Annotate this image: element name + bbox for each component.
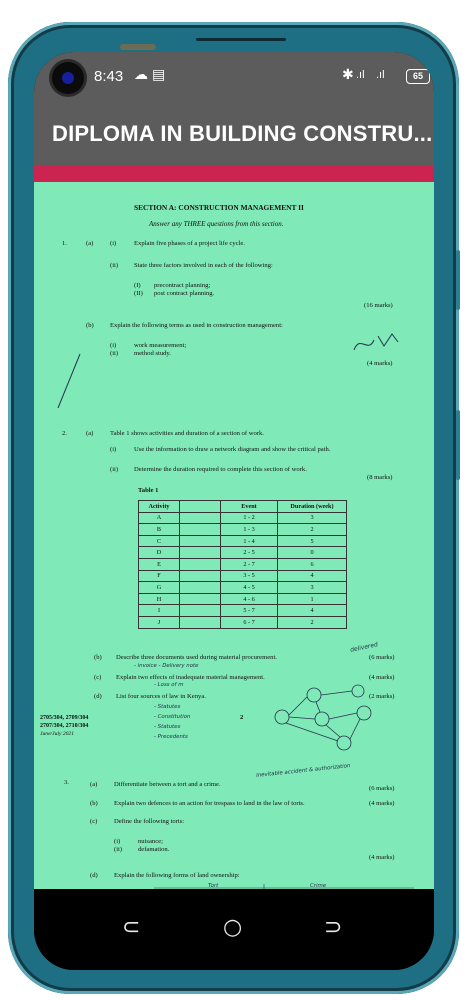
table-cell	[180, 558, 221, 570]
table-row	[139, 558, 347, 570]
home-button[interactable]: ○	[223, 915, 243, 940]
q3-b-marks: (4 marks)	[369, 800, 395, 807]
table-row	[139, 512, 347, 524]
q1-b-label: (b)	[86, 322, 94, 329]
q2-ai-label: (i)	[110, 446, 117, 453]
table-row	[139, 593, 347, 605]
navigation-bar	[34, 889, 434, 970]
q3-a-text: Differentiate between a tort and a crime.	[114, 781, 221, 788]
q3-c-text: Define the following torts:	[114, 818, 185, 825]
phone-screen	[34, 52, 434, 970]
q3-a-label: (a)	[90, 781, 98, 788]
q2-aii-text: Determine the duration required to complete this section of work.	[134, 466, 307, 473]
table-row	[139, 547, 347, 559]
table-cell: 2 - 5	[221, 547, 278, 559]
q1-bi-text: work measurement;	[134, 342, 187, 349]
section-title: SECTION A: CONSTRUCTION MANAGEMENT II	[134, 203, 304, 212]
handwritten-note: - Constitution	[154, 714, 191, 720]
q3-d-label: (d)	[90, 872, 98, 879]
activity-table	[138, 500, 347, 629]
q1-a-marks: (16 marks)	[364, 302, 393, 309]
table-cell: F	[139, 570, 180, 582]
paper-codes: 2707/304, 2710/304	[40, 723, 89, 729]
back-button[interactable]: ⊃	[324, 915, 343, 940]
calendar-icon: ▤	[152, 66, 166, 82]
table-cell: 2	[278, 616, 347, 628]
handwritten-note: Tort	[208, 883, 219, 889]
table-cell: 3	[278, 582, 347, 594]
sensor	[120, 44, 156, 50]
battery-icon: 65	[406, 69, 430, 84]
handwritten-note: - invoice - Delivery note	[134, 663, 199, 669]
q1-II-text: post contract planning.	[154, 290, 215, 297]
q2-d-text: List four sources of law in Kenya.	[116, 693, 206, 700]
app-title: DIPLOMA IN BUILDING CONSTRU...	[52, 121, 433, 146]
q2-number: 2.	[62, 430, 67, 437]
status-bar	[34, 52, 434, 104]
q3-c-marks: (4 marks)	[369, 854, 395, 861]
q1-a-label: (a)	[86, 240, 94, 247]
q3-number: 3.	[64, 779, 69, 786]
table-cell: H	[139, 593, 180, 605]
handwritten-note: - Precedents	[154, 734, 188, 740]
exam-date: June/July 2021	[40, 731, 75, 737]
handwritten-note: delivered	[349, 641, 379, 654]
table-cell: G	[139, 582, 180, 594]
q1-bii-label: (ii)	[110, 350, 119, 357]
table-cell: 4 - 5	[221, 582, 278, 594]
page-number: 2	[240, 714, 244, 721]
q3-b-label: (b)	[90, 800, 98, 807]
table-cell: 6	[278, 558, 347, 570]
table-cell: 5	[278, 535, 347, 547]
table-cell: 1 - 3	[221, 524, 278, 536]
status-time: 8:43	[94, 68, 124, 85]
table-cell	[180, 593, 221, 605]
q2-a-text: Table 1 shows activities and duration of a section of work.	[110, 430, 264, 437]
table-cell: 2	[278, 524, 347, 536]
q3-b-text: Explain two defences to an action for trespass to land in the law of torts.	[114, 800, 305, 807]
handwritten-table-lines	[34, 874, 434, 889]
q2-c-text: Explain two effects of inadequate material management.	[116, 674, 265, 681]
table-cell: B	[139, 524, 180, 536]
q1-ai-label: (i)	[110, 240, 117, 247]
q2-a-label: (a)	[86, 430, 94, 437]
q3-d-text: Explain the following forms of land ownership:	[114, 872, 240, 879]
q1-number: 1.	[62, 240, 67, 247]
power-button	[456, 410, 460, 480]
handwritten-note: - Statutes	[154, 704, 181, 710]
table-row	[139, 616, 347, 628]
cloud-icon: ☁	[134, 66, 148, 82]
table-cell	[180, 570, 221, 582]
table-cell	[180, 524, 221, 536]
recent-apps-button[interactable]: ⊂	[122, 915, 141, 940]
volume-button	[456, 250, 460, 310]
table-header: Activity	[139, 501, 180, 513]
table-cell: 4	[278, 605, 347, 617]
handwritten-note: - Loss of m	[154, 682, 184, 688]
table-row	[139, 535, 347, 547]
table-cell: 4 - 6	[221, 593, 278, 605]
q3-a-marks: (6 marks)	[369, 785, 395, 792]
table-cell	[180, 605, 221, 617]
q2-c-marks: (4 marks)	[369, 674, 395, 681]
table-cell	[180, 535, 221, 547]
q1-ai-text: Explain five phases of a project life cycle.	[134, 240, 245, 247]
table-cell: A	[139, 512, 180, 524]
q2-d-marks: (2 marks)	[369, 693, 395, 700]
document-page[interactable]	[34, 182, 434, 889]
q1-aii-text: State three factors involved in each of the following:	[134, 262, 273, 269]
table-cell: 6 - 7	[221, 616, 278, 628]
bluetooth-icon: ✱	[342, 66, 354, 82]
activity-table-body	[139, 512, 347, 628]
table-header: Event	[221, 501, 278, 513]
table-cell: 1	[278, 593, 347, 605]
q2-c-label: (c)	[94, 674, 102, 681]
q1-b-marks: (4 marks)	[367, 360, 393, 367]
q2-ai-text: Use the information to draw a network diagram and show the critical path.	[134, 446, 331, 453]
instruction: Answer any THREE questions from this section.	[149, 220, 284, 228]
table-cell	[180, 582, 221, 594]
handwritten-note: Crime	[310, 883, 327, 889]
accent-bar	[34, 166, 434, 182]
handwritten-tick	[54, 352, 84, 412]
q1-bii-text: method study.	[134, 350, 171, 357]
paper-codes: 2705/304, 2709/304	[40, 715, 89, 721]
table-cell: D	[139, 547, 180, 559]
table-cell: J	[139, 616, 180, 628]
handwritten-signature	[350, 330, 410, 358]
table-row	[139, 605, 347, 617]
table-cell: 3	[278, 512, 347, 524]
q2-aii-label: (ii)	[110, 466, 119, 473]
table-cell: 2 - 7	[221, 558, 278, 570]
q2-d-label: (d)	[94, 693, 102, 700]
handwritten-note: - Statutes	[154, 724, 181, 730]
table-caption: Table 1	[138, 487, 159, 494]
table-cell: E	[139, 558, 180, 570]
table-header	[180, 501, 221, 513]
q1-I-label: (I)	[134, 282, 141, 289]
table-row	[139, 582, 347, 594]
table-cell: I	[139, 605, 180, 617]
table-cell: 0	[278, 547, 347, 559]
table-cell	[180, 512, 221, 524]
table-cell	[180, 547, 221, 559]
table-cell: 5 - 7	[221, 605, 278, 617]
q2-a-marks: (8 marks)	[367, 474, 393, 481]
q1-I-text: precontract planning;	[154, 282, 211, 289]
table-cell: 1 - 4	[221, 535, 278, 547]
q2-b-text: Describe three documents used during material procurement.	[116, 654, 277, 661]
q1-bi-label: (i)	[110, 342, 117, 349]
q1-II-label: (II)	[134, 290, 143, 297]
signal-icon-2: .ıl	[376, 69, 385, 81]
app-bar	[34, 104, 434, 166]
table-header-row	[139, 501, 347, 513]
q3-cii-label: (ii)	[114, 846, 123, 853]
q3-c-label: (c)	[90, 818, 98, 825]
q3-ci-text: nuisance;	[138, 838, 163, 845]
q3-cii-text: defamation.	[138, 846, 170, 853]
handwritten-note: Inevitable accident & authorization	[255, 763, 351, 779]
table-cell: 3 - 5	[221, 570, 278, 582]
signal-icon: .ıl	[356, 69, 365, 81]
q2-b-label: (b)	[94, 654, 102, 661]
q2-b-marks: (6 marks)	[369, 654, 395, 661]
table-cell: 4	[278, 570, 347, 582]
table-cell	[180, 616, 221, 628]
table-row	[139, 570, 347, 582]
q1-aii-label: (ii)	[110, 262, 119, 269]
earpiece	[196, 38, 286, 41]
q3-ci-label: (i)	[114, 838, 121, 845]
table-row	[139, 524, 347, 536]
table-cell: 1 - 2	[221, 512, 278, 524]
table-header: Duration (week)	[278, 501, 347, 513]
handwritten-network-diagram	[256, 677, 386, 757]
q1-b-text: Explain the following terms as used in construction management:	[110, 322, 283, 329]
front-camera	[52, 62, 84, 94]
table-cell: C	[139, 535, 180, 547]
